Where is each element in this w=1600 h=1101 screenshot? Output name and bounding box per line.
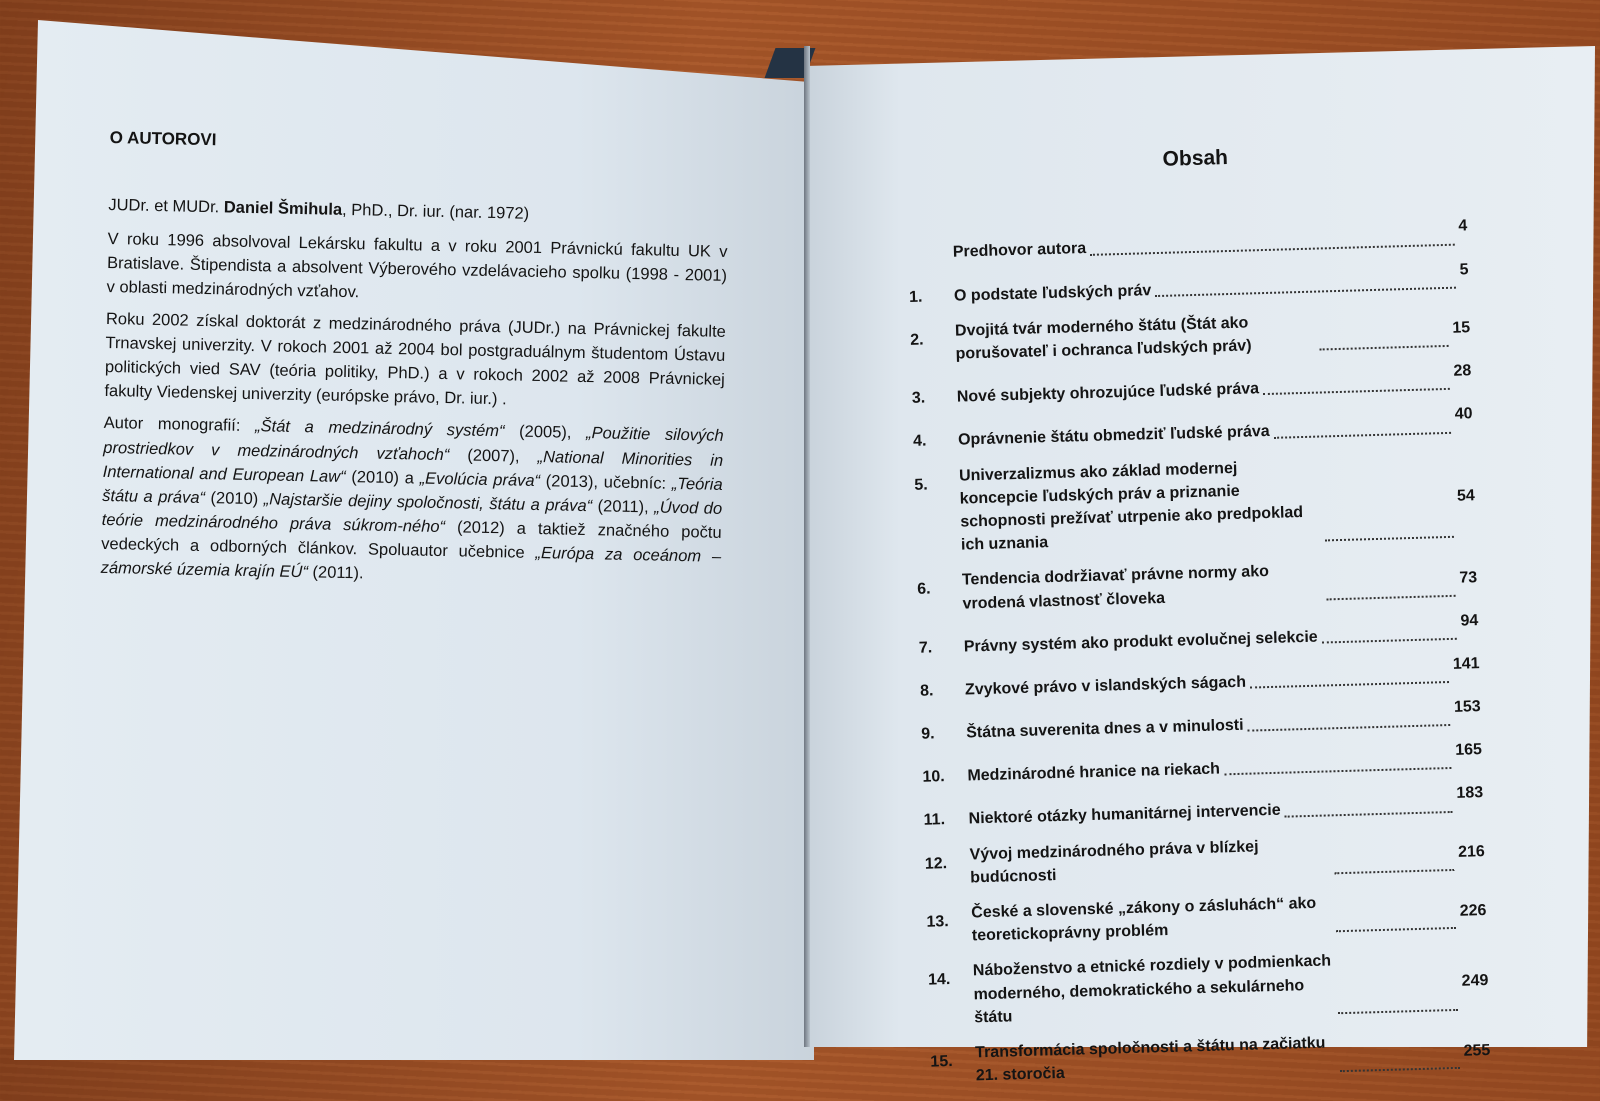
bio-paragraph-1: V roku 1996 absolvoval Lekársku fakultu a v roku 2001 Právnickú fakultu UK v Bratislave. Štipendista a absolvent Výberového vzdelávacieho spolku (1998 - 2001) v oblasti medzinárodných vzťahov. [106,229,728,302]
toc-entry [924,829,1485,891]
toc-entry-label: Tendencia dodržiavať právne normy ako vrodená vlastnosť človeka [961,563,1270,613]
toc-entry-label: České a slovenské „zákony o zásluhách“ ako teoretickoprávny problém [971,894,1317,945]
toc-dot-leader [1248,724,1451,732]
author-name: Daniel Šmihula [223,198,343,219]
toc-entry-body [957,405,1473,453]
book-spine [804,46,810,1047]
table-of-contents [905,136,1491,1101]
text-run: (2005), [504,422,587,443]
toc-entry-label: O podstate ľudských práv [953,281,1152,305]
toc-entry [910,305,1471,367]
toc-entry-body [956,362,1472,409]
toc-entry-body [967,741,1483,788]
text-run: (2007), [449,445,538,466]
toc-entry-label: Vývoj medzinárodného práva v blízkej budúcnosti [969,838,1259,887]
toc-entry [914,450,1476,558]
book-title: „Teória štátu a práva“ [102,474,723,507]
toc-entry-number: 12. [924,854,948,873]
toc-entry-page: 153 [1453,698,1481,716]
toc-dot-leader [1325,536,1454,542]
toc-entry [918,613,1479,660]
bio-paragraph-2: Roku 2002 získal doktorát z medzinárodného práva (JUDr.) na Právnickej fakulte Trnavskej univerzity. V rokoch 2001 až 2004 bol postgraduálnym študentom Ústavu politických vied SAV (teória politiky, PhD.) a v rokoch 2002 až 2008 Právnickej fakulty Viedenskej univerzity (európske právo, Dr. iur.) . [104,310,727,409]
toc-dot-leader [1155,286,1456,296]
book-title: „Európa za oceánom – zámorské územia krajín EÚ“ [100,543,722,582]
toc-dot-leader [1322,638,1457,644]
toc-list [908,217,1491,1089]
toc-entry-label: Oprávnenie štátu obmedziť ľudské práva [957,423,1270,450]
toc-entry [909,262,1470,309]
bio-paragraph-3 [100,411,723,592]
section-title: O AUTOROVI [109,127,217,150]
text-run: (2010) a [345,467,420,488]
toc-entry [920,656,1481,703]
toc-dot-leader [1263,388,1450,395]
toc-dot-leader [1338,1009,1458,1014]
toc-entry-body [973,945,1490,1029]
toc-title: Obsah [1162,145,1229,171]
about-author-section [100,126,730,601]
book-title: „Štát a medzinárodný systém“ [254,417,505,441]
book-title: „National Minorities in International and European Law“ [102,447,724,486]
toc-entry-number: 1. [908,288,923,306]
toc-dot-leader [1320,345,1449,351]
toc-entry-page: 40 [1454,405,1473,424]
toc-entry-body [953,260,1469,308]
toc-entry [911,363,1472,410]
toc-entry-label: Náboženstvo a etnické rozdiely v podmienkach moderného, demokratického a sekulárneho štátu [972,952,1332,1027]
toc-dot-leader [1285,811,1453,818]
toc-entry-body [969,829,1485,890]
toc-entry-page: 183 [1456,784,1484,803]
text-run: (2011). [307,563,364,583]
toc-entry-number: 5. [914,476,928,494]
book-title: „Evolúcia práva“ [419,469,541,490]
toc-entry-number: 7. [918,639,933,657]
toc-dot-leader [1340,1067,1460,1072]
toc-entry [908,217,1468,266]
toc-entry-page: 216 [1457,843,1486,862]
author-name-line [108,193,728,230]
book-title: „Najstaršie dejiny spoločnosti, štátu a práva“ [263,489,593,515]
toc-entry-number: 2. [910,331,924,349]
toc-entry-label: Právny systém ako produkt evolučnej selekcie [963,628,1318,656]
toc-entry-label: Univerzalizmus ako základ modernej koncepcie ľudských práv a priznanie schopnosti prežívať utrpenie ako predpoklad ich uznania [958,459,1304,554]
toc-dot-leader [1334,869,1454,874]
toc-entry [917,555,1478,617]
toc-entry-page: 54 [1456,487,1476,506]
toc-entry-number: 6. [916,580,931,599]
book-title: „Použitie silových prostriedkov v medzinárodných vzťahoch“ [103,424,724,464]
toc-entry-page: 15 [1452,319,1471,338]
name-prefix: JUDr. et MUDr. [108,195,220,217]
toc-entry-label: Dvojitá tvár moderného štátu (Štát ako porušovateľ i ochranca ľudských práv) [954,314,1252,363]
name-suffix: , PhD., Dr. iur. (nar. 1972) [341,200,530,223]
toc-entry-page: 94 [1460,611,1479,630]
toc-entry-body [975,1027,1491,1088]
toc-entry [926,887,1487,949]
toc-entry-body [963,611,1479,659]
toc-entry-page: 255 [1463,1041,1491,1060]
toc-entry-page: 28 [1453,362,1472,380]
text-run: Autor monografií: [103,414,256,436]
toc-entry-number: 11. [923,811,946,830]
toc-entry-label: Transformácia spoločnosti a štátu na začiatku 21. storočia [974,1034,1326,1085]
toc-entry-page: 165 [1454,741,1483,760]
toc-dot-leader [1336,927,1456,932]
text-run: (2012) a taktiež značného počtu vedeckých a odborných článkov. Spoluautor učebnice [101,517,722,562]
toc-entry-page: 226 [1459,901,1487,920]
toc-entry-body [959,450,1476,557]
toc-entry [928,945,1490,1030]
toc-entry [913,407,1474,454]
toc-entry [921,699,1482,746]
toc-dot-leader [1274,431,1451,438]
toc-entry-number: 3. [911,389,926,408]
text-run: (2011), [591,496,655,517]
toc-entry [930,1027,1491,1089]
toc-entry-number: 14. [927,971,951,990]
toc-entry-number: 8. [919,682,934,700]
toc-entry-number: 4. [912,432,927,451]
toc-entry-body [971,887,1487,948]
toc-entry-body [955,305,1471,366]
toc-dot-leader [1224,767,1452,775]
toc-entry-body [962,555,1478,616]
toc-entry-body [966,698,1481,745]
toc-entry-label: Štátna suverenita dnes a v minulosti [966,716,1244,742]
toc-entry-number [908,249,953,250]
toc-entry-body [968,784,1484,832]
toc-entry-number: 10. [922,768,945,787]
toc-entry-number: 9. [921,725,935,743]
toc-entry-page: 5 [1459,260,1469,279]
toc-entry-page: 4 [1458,217,1468,236]
book-title: „Úvod do teórie medzinárodného práva súkrom-ného“ [101,498,723,536]
toc-entry-label: Niektoré otázky humanitárnej intervencie [968,802,1281,828]
toc-entry-page: 249 [1461,971,1489,990]
text-run: (2013), učebníc: [539,471,673,493]
toc-entry-number: 13. [926,913,949,931]
toc-entry-page: 73 [1459,569,1478,587]
toc-entry-label: Medzinárodné hranice na riekach [967,760,1221,785]
toc-entry [923,786,1484,833]
text-run: (2010) [204,488,264,508]
toc-entry-label: Nové subjekty ohrozujúce ľudské práva [956,380,1260,406]
toc-dot-leader [1327,594,1456,600]
toc-entry-label: Zvykové právo v islandských ságach [964,673,1247,699]
toc-entry-number: 15. [930,1052,953,1071]
toc-dot-leader [1250,681,1449,689]
toc-entry-body [964,655,1480,702]
toc-dot-leader [1090,243,1455,255]
toc-entry-label: Predhovor autora [952,240,1087,262]
toc-entry-page: 141 [1452,655,1480,673]
toc-entry [922,742,1483,789]
toc-entry-body [952,217,1468,265]
